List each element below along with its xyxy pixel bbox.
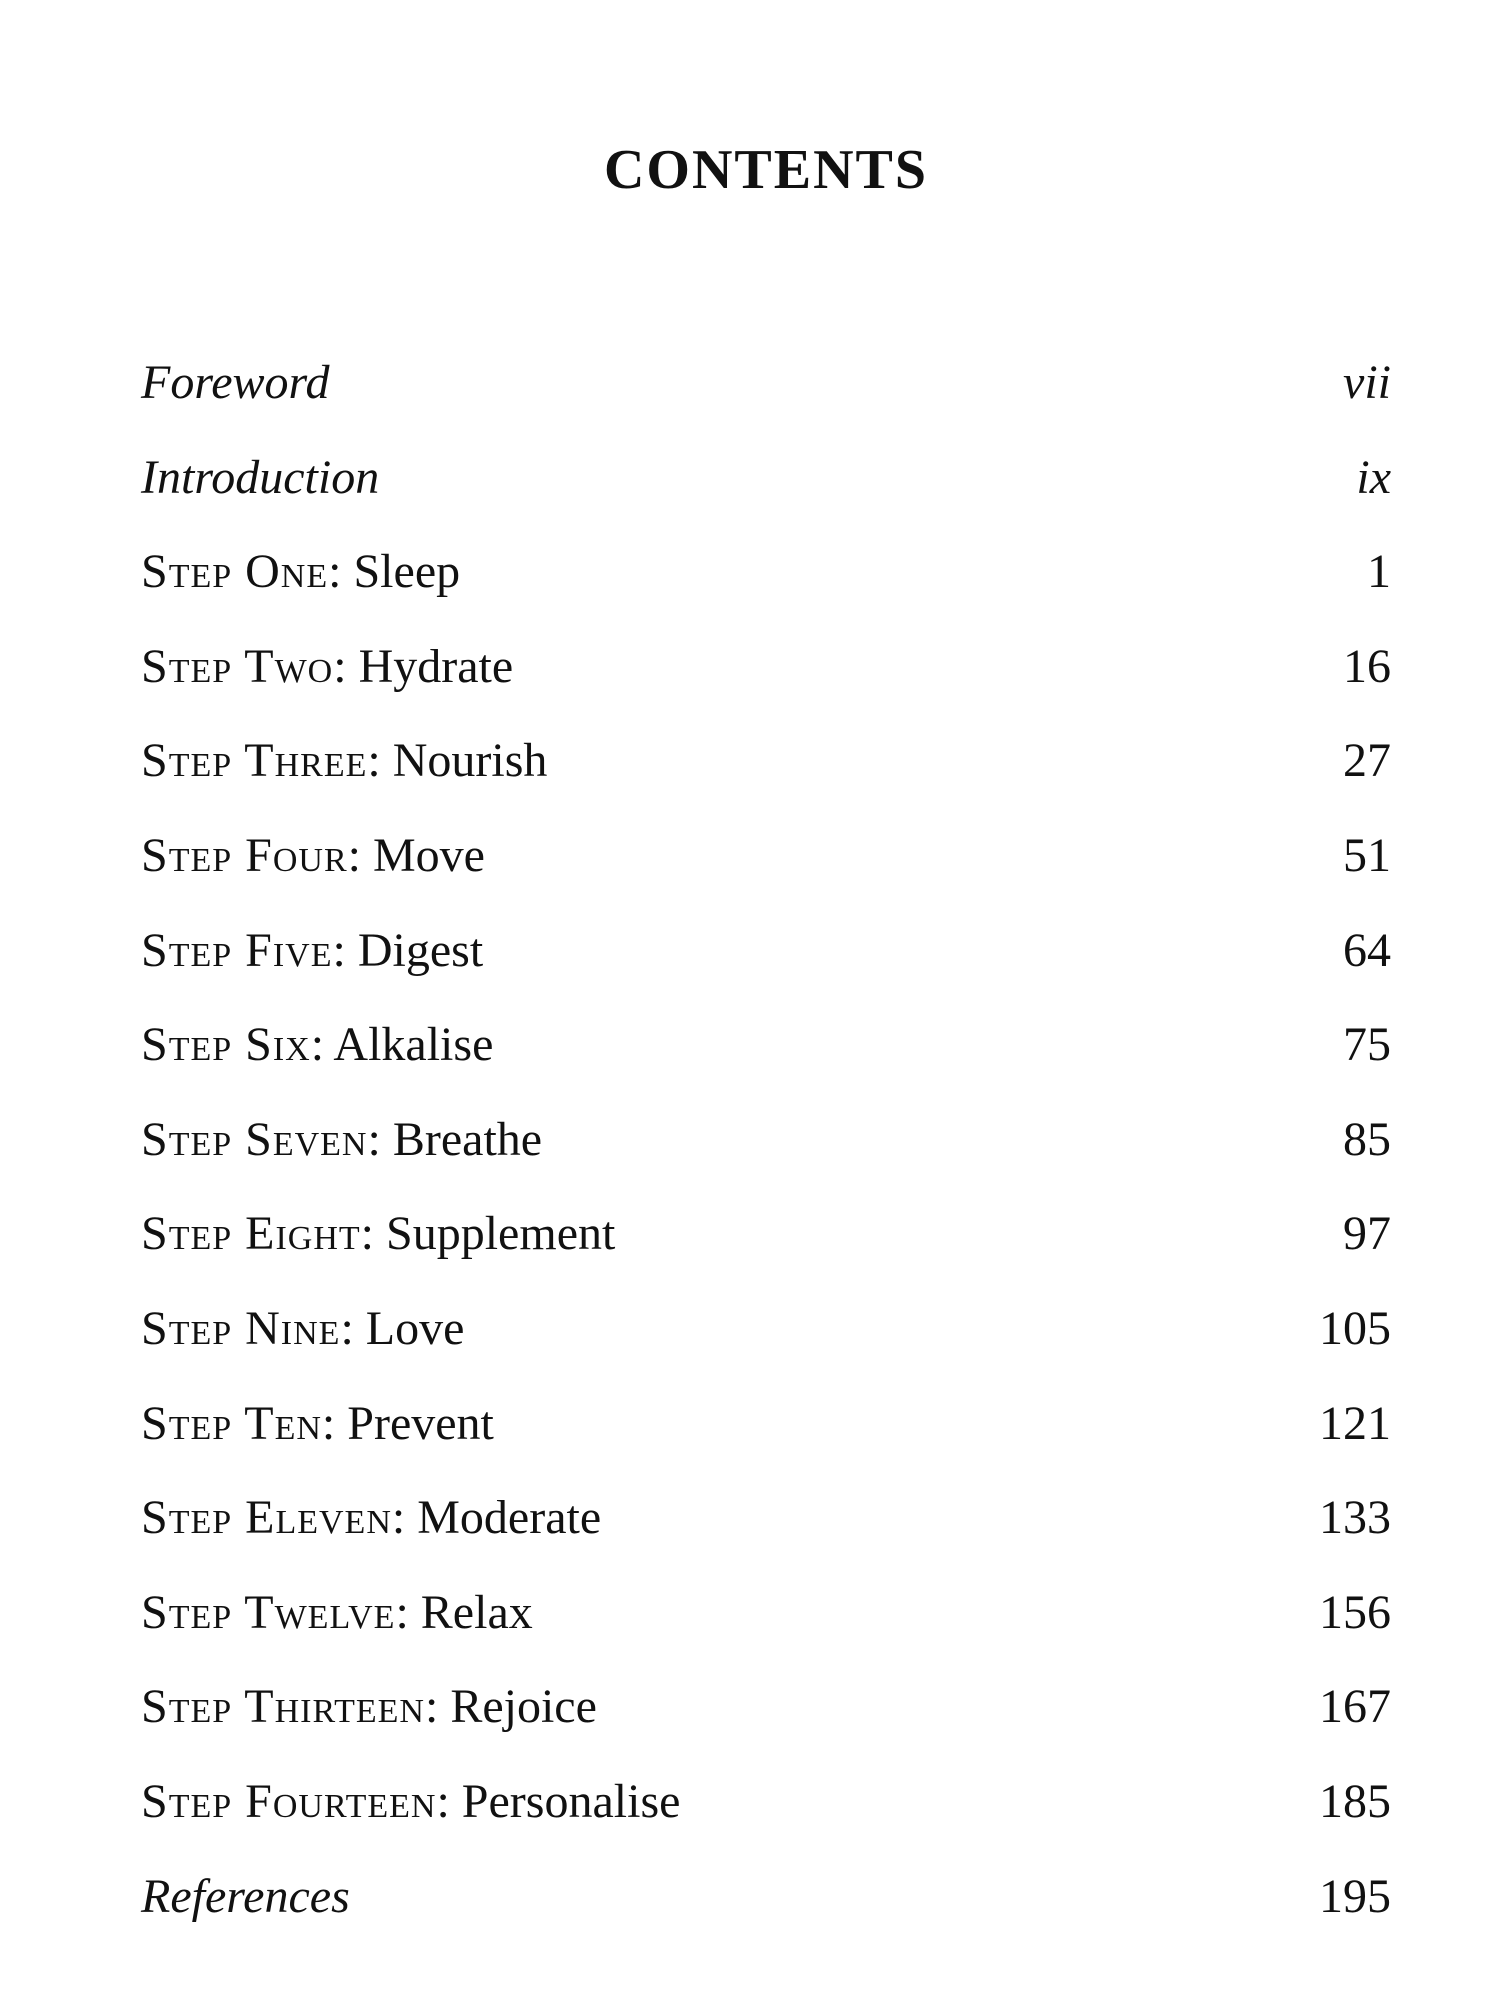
step-separator: : xyxy=(391,1491,418,1545)
step-separator: : xyxy=(360,1207,387,1261)
step-title: Hydrate xyxy=(358,639,514,693)
step-number: Step Ten xyxy=(141,1396,322,1450)
toc-entry-label xyxy=(141,1585,533,1641)
step-title: Breathe xyxy=(392,1112,543,1166)
table-of-contents xyxy=(141,355,1391,1963)
step-title: Supplement xyxy=(386,1207,616,1261)
step-number: Step Seven xyxy=(141,1112,368,1166)
step-number: Step Eleven xyxy=(141,1491,392,1545)
toc-entry-label xyxy=(141,1774,680,1830)
step-title: Relax xyxy=(420,1585,533,1639)
step-title: Digest xyxy=(357,923,484,977)
toc-entry xyxy=(141,733,1391,828)
toc-entry xyxy=(141,828,1391,923)
toc-entry-label xyxy=(141,1490,601,1546)
step-separator: : xyxy=(310,1018,334,1072)
toc-entry xyxy=(141,1396,1391,1491)
toc-entry-label xyxy=(141,1206,615,1262)
step-title: Love xyxy=(365,1301,465,1355)
step-title: Moderate xyxy=(417,1491,602,1545)
toc-entry-label xyxy=(141,639,513,695)
step-separator: : xyxy=(424,1680,451,1734)
toc-entry xyxy=(141,1869,1391,1964)
toc-entry-page-number: 16 xyxy=(1343,639,1391,693)
toc-entry-page-number: 105 xyxy=(1319,1301,1391,1355)
step-separator: : xyxy=(395,1585,421,1639)
step-separator: : xyxy=(328,545,354,599)
step-title: Prevent xyxy=(347,1396,494,1450)
step-separator: : xyxy=(436,1774,462,1828)
toc-entry-label xyxy=(141,1112,542,1168)
toc-entry-page-number: 1 xyxy=(1367,545,1391,599)
toc-entry xyxy=(141,1206,1391,1301)
step-separator: : xyxy=(367,734,393,788)
toc-entry xyxy=(141,1017,1391,1112)
toc-entry-page-number: 27 xyxy=(1343,734,1391,788)
toc-entry-label xyxy=(141,1017,493,1073)
toc-entry xyxy=(141,544,1391,639)
toc-entry xyxy=(141,1679,1391,1774)
toc-entry xyxy=(141,923,1391,1018)
toc-entry-label xyxy=(141,1396,494,1452)
step-separator: : xyxy=(347,828,373,882)
step-number: Step Eight xyxy=(141,1207,361,1261)
toc-entry-page-number: 195 xyxy=(1319,1869,1391,1923)
toc-entry-page-number: 121 xyxy=(1319,1396,1391,1450)
step-title: Alkalise xyxy=(333,1018,494,1072)
toc-entry-label: Introduction xyxy=(141,450,380,504)
toc-entry-page-number: 185 xyxy=(1319,1774,1391,1828)
toc-entry-label xyxy=(141,1679,597,1735)
step-separator: : xyxy=(332,923,358,977)
step-title: Sleep xyxy=(353,545,461,599)
toc-entry-page-number: ix xyxy=(1356,450,1391,504)
step-number: Step Nine xyxy=(141,1301,341,1355)
step-number: Step Three xyxy=(141,734,368,788)
step-separator: : xyxy=(333,639,359,693)
toc-entry-label xyxy=(141,923,483,979)
step-separator: : xyxy=(321,1396,348,1450)
toc-entry-page-number: vii xyxy=(1343,356,1391,409)
toc-entry xyxy=(141,1585,1391,1680)
step-number: Step Thirteen xyxy=(141,1680,425,1734)
toc-entry xyxy=(141,1774,1391,1869)
step-separator: : xyxy=(340,1301,366,1355)
toc-entry-page-number: 85 xyxy=(1343,1112,1391,1166)
toc-entry xyxy=(141,639,1391,734)
step-number: Step Twelve xyxy=(141,1585,396,1639)
toc-entry-page-number: 51 xyxy=(1343,828,1391,882)
toc-entry-page-number: 133 xyxy=(1319,1491,1391,1545)
step-number: Step Five xyxy=(141,923,333,977)
step-title: Personalise xyxy=(461,1774,681,1828)
toc-entry-label: Foreword xyxy=(141,356,330,409)
toc-entry-label: References xyxy=(141,1869,350,1923)
toc-entry-label xyxy=(141,733,547,789)
page-title: CONTENTS xyxy=(603,138,929,201)
toc-entry xyxy=(141,450,1391,545)
step-number: Step One xyxy=(141,545,329,599)
step-number: Step Six xyxy=(141,1018,311,1072)
toc-entry-page-number: 64 xyxy=(1343,923,1391,977)
step-number: Step Two xyxy=(141,639,334,693)
toc-entry-label xyxy=(141,828,485,884)
toc-entry-page-number: 97 xyxy=(1343,1207,1391,1261)
step-number: Step Fourteen xyxy=(141,1774,437,1828)
step-separator: : xyxy=(367,1112,393,1166)
toc-entry xyxy=(141,355,1391,450)
toc-entry-label xyxy=(141,544,460,600)
step-number: Step Four xyxy=(141,828,348,882)
toc-entry-page-number: 75 xyxy=(1343,1018,1391,1072)
step-title: Nourish xyxy=(392,734,548,788)
toc-entry-page-number: 167 xyxy=(1319,1680,1391,1734)
toc-entry-page-number: 156 xyxy=(1319,1585,1391,1639)
step-title: Rejoice xyxy=(450,1680,597,1734)
toc-entry xyxy=(141,1490,1391,1585)
toc-entry-label xyxy=(141,1301,464,1357)
toc-entry xyxy=(141,1301,1391,1396)
toc-entry xyxy=(141,1112,1391,1207)
step-title: Move xyxy=(372,828,485,882)
